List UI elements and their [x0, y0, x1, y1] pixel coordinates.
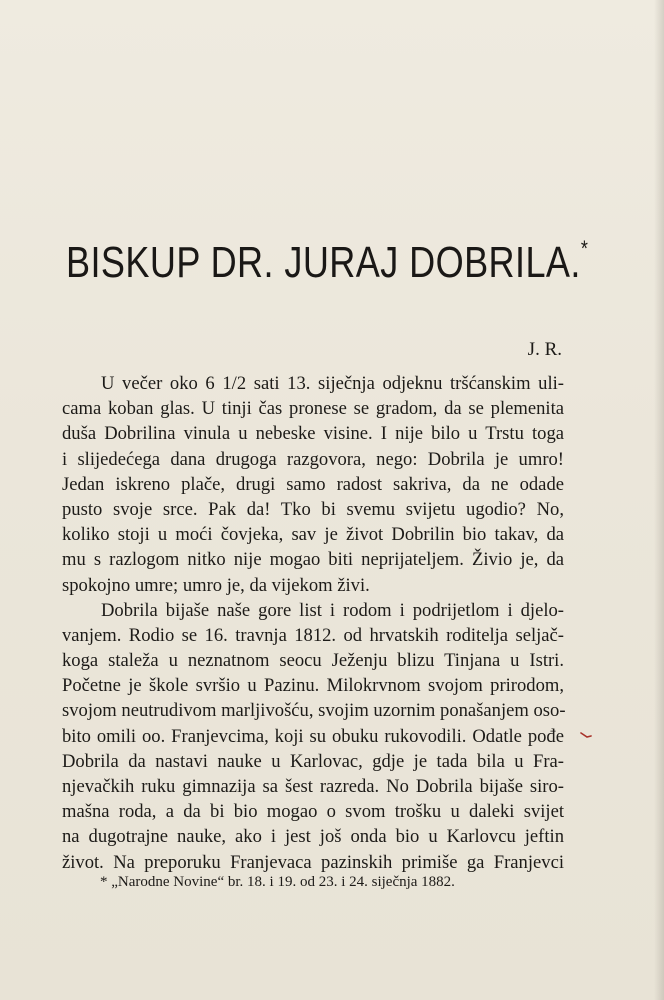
article-body [62, 371, 564, 875]
text-line: Početne je škole svršio u Pazinu. Milokrvnom svojom prirodom, [62, 675, 564, 697]
text-line: cama koban glas. U tinji čas pronese se gradom, da se plemenita [62, 398, 564, 420]
author-initials: J. R. [527, 339, 562, 360]
text-line: koga staleža u neznatnom seocu Ježenju blizu Tinjana u Istri. [62, 650, 564, 672]
text-line: Dobrila da nastavi nauke u Karlovac, gdje je tada bila u Fra- [62, 750, 564, 772]
paragraph-2 [62, 598, 564, 875]
text-line: duša Dobrilina vinula u nebeske visine. I nije bilo u Trstu toga [62, 423, 564, 445]
article-title [66, 236, 589, 288]
text-line: njevačkih ruku gimnazija sa šest razreda. No Dobrila bijaše siro- [62, 776, 564, 797]
text-line: U večer oko 6 1/2 sati 13. siječnja odjeknu tršćanskim uli- [101, 373, 564, 394]
paragraph-1 [62, 371, 564, 598]
text-line: pusto svoje srce. Pak da! Tko bi svemu svijetu ugodio? No, [62, 498, 564, 520]
red-pencil-mark [580, 732, 592, 738]
text-line: koliko stoji u moći čovjeka, sav je život Dobrilin bio takav, da [62, 524, 564, 546]
footnote: * „Narodne Novine“ br. 18. i 19. od 23. i 24. siječnja 1882. [100, 874, 455, 890]
text-line: život. Na preporuku Franjevaca pazinskih primiše ga Franjevci [62, 851, 564, 873]
text-line: spokojno umre; umro je, da vijekom živi. [62, 574, 370, 596]
text-line: Dobrila bijaše naše gore list i rodom i podrijetlom i djelo- [101, 599, 564, 621]
text-line: mu s razlogom nitko nije mogao biti neprijateljem. Živio je, da [62, 549, 564, 571]
article-title-text: BISKUP DR. JURAJ DOBRILA. [66, 238, 581, 287]
text-line: na dugotrajne nauke, ako i jest još onda bio u Karlovcu jeftin [62, 826, 564, 848]
text-line: mašna roda, a da bi bio mogao o svom trošku u daleki svijet [62, 801, 564, 823]
text-line: Jedan iskreno plače, drugi samo radost sakriva, da ne odade [62, 473, 564, 495]
title-footnote-marker: * [580, 236, 589, 261]
text-line: i slijedećega dana drugoga razgovora, nego: Dobrila je umro! [62, 448, 564, 470]
text-line: bito omili oo. Franjevcima, koji su obuku rukovodili. Odatle pođe [62, 725, 564, 747]
text-line: vanjem. Rodio se 16. travnja 1812. od hrvatskih roditelja seljač- [62, 624, 564, 646]
text-line: svojom neutrudivom marljivošću, svojim uzornim ponašanjem oso- [62, 700, 566, 722]
